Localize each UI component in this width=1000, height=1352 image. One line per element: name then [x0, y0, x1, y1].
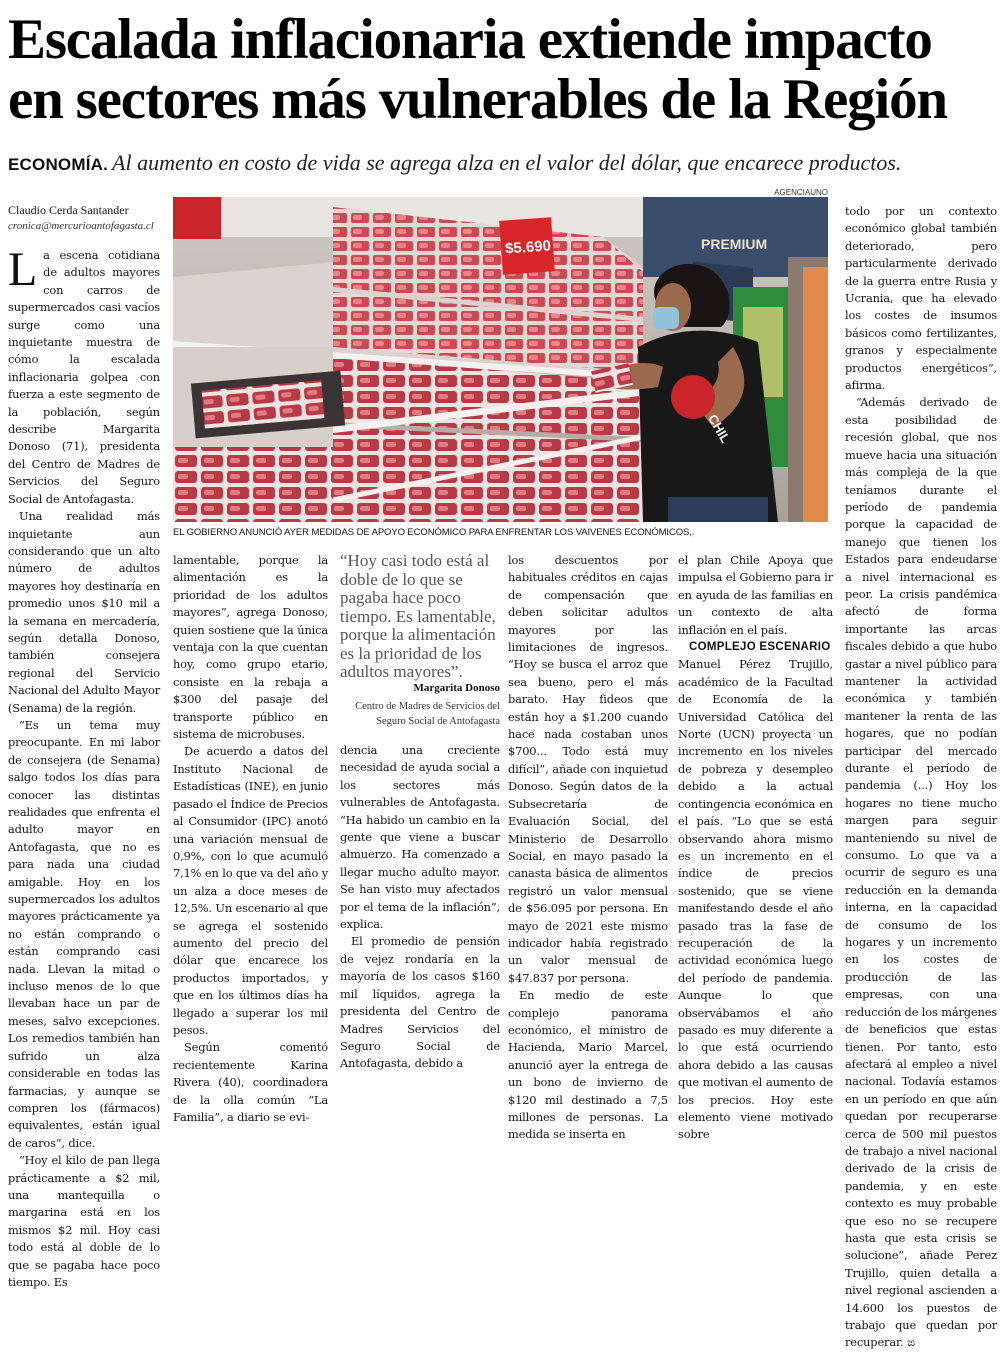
- paragraph: Una realidad más inquietante aun considerando que un alto número de adultos mayores hoy destinaría en promedio unos $10 mil a la semana en mercadería, según detalla Donoso, también consejera regional del Servicio Nacional del Adulto Mayor (Senama) de la región.: [8, 509, 160, 715]
- pull-quote-role: Centro de Madres de Servicios del Seguro Social de Antofagasta: [355, 701, 500, 727]
- author-email: cronica@mercurioantofagasta.cl: [8, 220, 154, 232]
- supermarket-illustration: [173, 197, 828, 522]
- deck: Al aumento en costo de vida se agrega alza en el valor del dólar, que encarece productos.: [112, 150, 902, 175]
- paragraph: “Hoy el kilo de pan llega prácticamente a $2 mil, una mantequilla o margarina está en los mismos $2 mil. Hoy casi todo está al doble de lo que se pagaba hace poco tiempo. Es: [8, 1153, 160, 1289]
- photo-caption: EL GOBIERNO ANUNCIÓ AYER MEDIDAS DE APOYO ECONÓMICO PARA ENFRENTAR LOS VAIVENES ECONÓMICOS,.: [173, 527, 695, 538]
- pull-quote: “Hoy casi todo está al doble de lo que se pagaba hace poco tiempo. Es lamentable, porque la alimentación es la prioridad de los adultos mayores”.: [340, 551, 496, 681]
- body-column-5: [678, 552, 833, 1144]
- drop-cap: L: [8, 243, 38, 296]
- paragraph: el plan Chile Apoya que impulsa el Gobierno para ir en ayuda de las familias en un contexto de alta inflación en el país.: [678, 553, 833, 637]
- paragraph: De acuerdo a datos del Instituto Nacional de Estadísticas (INE), en junio pasado el Índice de Precios al Consumidor (IPC) anotó una variación mensual de 0,9%, con lo que acumuló 7,1% en lo que va del año y un alza a doce meses de 12,5%. Un escenario al que se agrega el sostenido aumento del precio del dólar que encarece los productos importados, y que en los últimos días ha llegado a superar los mil pesos.: [173, 744, 328, 1037]
- end-mark-icon: ಙ: [906, 1335, 915, 1350]
- paragraph: Según comentó recientemente Karina Rivera (40), coordinadora de la olla común “La Familia”, a diario se evi-: [173, 1040, 328, 1124]
- headline-line-2: en sectores más vulnerables de la Región: [8, 68, 947, 131]
- price-sign-text: $5.690: [504, 237, 552, 258]
- section-tag: ECONOMÍA.: [8, 155, 109, 174]
- photo-credit: AGENCIAUNO: [774, 188, 828, 197]
- author-name: Claudio Cerda Santander: [8, 203, 129, 217]
- red-sign: [173, 197, 221, 239]
- paragraph: El promedio de pensión de vejez rondaría en la mayoría de los casos $160 mil líquidos, agrega la presidenta del Centro de Madres Servicios del Seguro Social de Antofagasta, debido a: [340, 934, 500, 1071]
- paragraph: La escena cotidiana de adultos mayores con carros de supermercados casi vacíos surge como una inquietante muestra de cómo la escalada inflacionaria golpea con fuerza a este segmento de la población, según describe Margarita Donoso (71), presidenta del Centro de Madres de Servicios del Seguro Social de Antofagasta.: [8, 243, 160, 506]
- headline: [8, 10, 998, 130]
- paragraph: “Es un tema muy preocupante. En mi labor de consejera (de Senama) salgo todos los días para conocer las distintas realidades que enfrenta el adulto mayor en Antofagasta, que no es para nada una ciudad amigable. Hoy en los supermercados los adultos mayores prácticamente ya no están comprando o están comprando casi nada. Llevan la mitad o incluso menos de lo que llevaban hace un par de meses, salvo excepciones. Los remedios también han sufrido un alza considerable en todas las farmacias, y aunque se compren los (fármacos) equivalentes, están igual de caros”, dice.: [8, 717, 160, 1150]
- body-column-1: [8, 243, 160, 1291]
- body-column-3: [340, 742, 500, 1073]
- paragraph: los descuentos por habituales créditos en cajas de compensación que deben solicitar adultos mayores por las limitaciones de ingresos. “Hoy se busca el arroz que sea bueno, pero el más barato. Hay fideos que están hoy a $1.200 cuando hace nada costaban unos $700... Todo está muy difícil”, añade con inquietud Donoso. Según datos de la Subsecretaría de Evaluación Social, del Ministerio de Desarrollo Social, en mayo pasado la canasta básica de alimentos registró un valor mensual de $56.095 por persona. En mayo de 2021 este mismo indicador había registrado un valor mensual de $47.837 por persona.: [508, 553, 668, 985]
- body-column-6: [845, 203, 997, 1352]
- supermarket-photo: [173, 197, 828, 522]
- subline: [8, 150, 998, 176]
- body-column-4: [508, 552, 668, 1144]
- shirt-text: CHIL: [705, 411, 734, 446]
- paragraph: Manuel Pérez Trujillo, académico de la Facultad de Economía de la Universidad Católica del Norte (UCN) proyecta un incremento en los niveles de pobreza y desempleo debido a la actual contingencia económica en el país. “Lo que se está observando ahora mismo es un incremento en el índice de precios sostenido, que se viene manifestando desde el año pasado tras la fase de recuperación de la actividad económica luego del período de pandemia. Aunque lo que observábamos el año pasado es muy diferente a lo que está ocurriendo ahora debido a las causas que motivan el aumento de los precios. Hoy este elemento viene motivado sobre: [678, 657, 833, 1142]
- paragraph: todo por un contexto económico global también deteriorado, pero particularmente derivado de la guerra entre Rusia y Ucrania, que ha elevado los costes de insumos básicos como fertilizantes, granos y especialmente productos energéticos”, afirma.: [845, 204, 997, 393]
- body-column-2: [173, 552, 328, 1126]
- headline-line-1: Escalada inflacionaria extiende impacto: [8, 8, 932, 71]
- store-sign-text: PREMIUM: [701, 236, 768, 252]
- paragraph: lamentable, porque la alimentación es la prioridad de los adultos mayores”, agrega Donoso, quien sostiene que la única ventaja con la que cuentan hoy, como grupo etario, consiste en la rebaja a $300 del pasaje del transporte público en sistema de microbuses.: [173, 553, 328, 742]
- section-subhead: COMPLEJO ESCENARIO: [689, 641, 831, 654]
- pull-quote-name: Margarita Donoso: [413, 682, 500, 694]
- paragraph: dencia una creciente necesidad de ayuda social a los sectores más vulnerables de Antofagasta. “Ha habido un cambio en la gente que viene a buscar almuerzo. Ha comenzado a llegar mucho adulto mayor. Se han visto muy afectados por el tema de la inflación”, explica.: [340, 743, 500, 932]
- price-sign: [499, 217, 555, 274]
- paragraph: En medio de este complejo panorama económico, el ministro de Hacienda, Mario Marcel, anunció ayer la entrega de un bono de invierno de $120 mil destinado a 7,5 millones de personas. La medida se inserta en: [508, 988, 668, 1142]
- paragraph: “Además derivado de esta posibilidad de recesión global, que nos mueve hacia una situación más compleja de la que teníamos durante el período de pandemia porque la capacidad de manejo que tienen los Estados para endeudarse a nivel internacional es peor. La crisis pandémica afectó de forma importante las arcas fiscales debido a que hubo gastar a nivel público para mantener la actividad económica y también mantener la renta de las hogares, que no podían participar del mercado durante el período de pandemia (...) Hoy los hogares no tiene mucho margen para seguir manteniendo su nivel de consumo. Lo que va a ocurrir de seguro es una reducción en la demanda interna, en la capacidad de consumo de los hogares y un incremento en los costes de producción de las empresas, con una reducción de los márgenes de beneficios que estas tienen. Por tanto, esto afectará al empleo a nivel nacional. Todavía estamos en un período en que aún quedan por recuperarse cerca de 500 mil puestos de trabajo a nivel nacional derivado de la crisis de pandemia, y en este contexto es muy probable que eso no se recupere hasta que esta crisis se solucione”, añade Perez Trujillo, quien detalla a nivel regional ascienden a 14.600 los puestos de trabajo que quedan por recuperar. ಙ: [845, 395, 997, 1350]
